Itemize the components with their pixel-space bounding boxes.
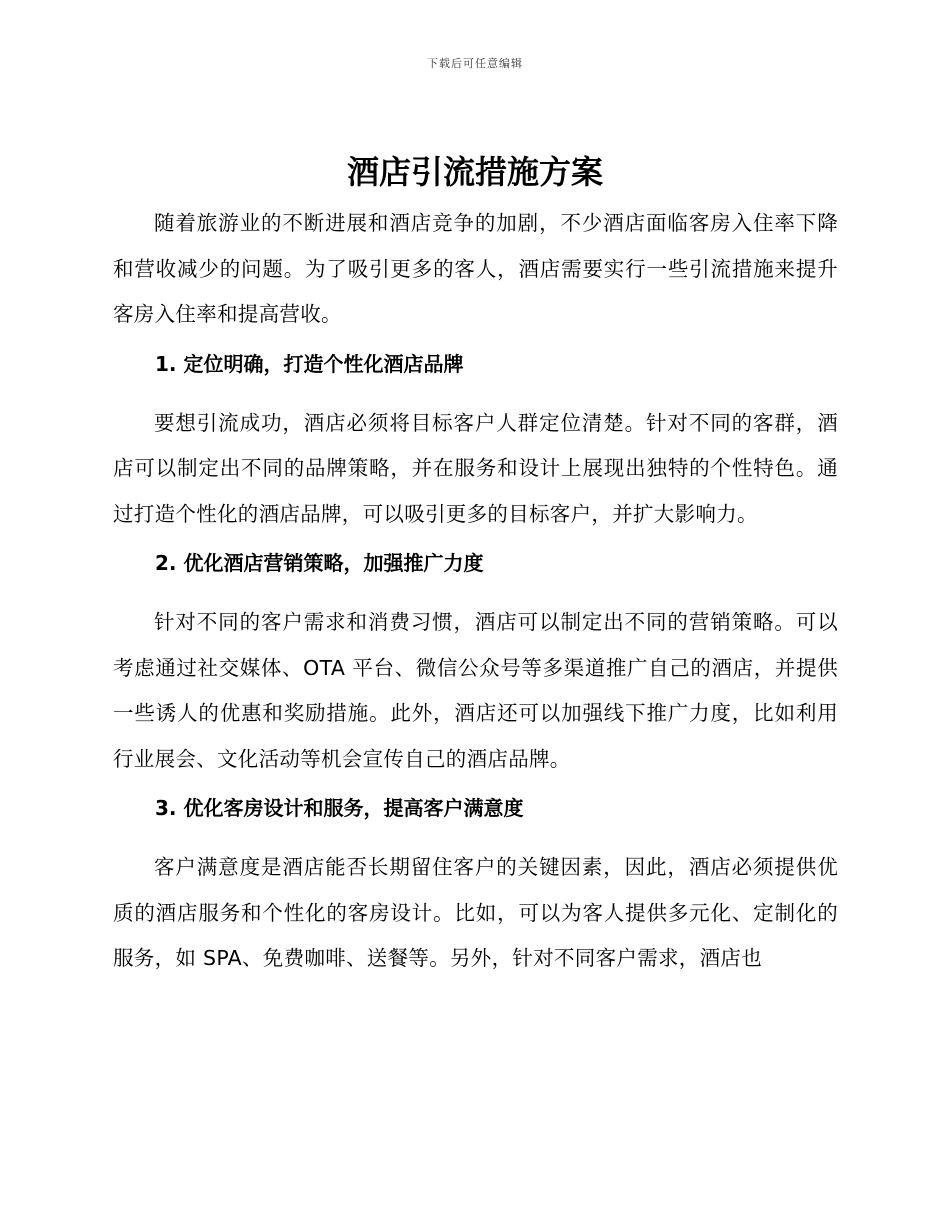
section-2-heading: 2. 优化酒店营销策略，加强推广力度 [155, 551, 484, 575]
document-title: 酒店引流措施方案 [346, 153, 603, 191]
section-1-heading: 1. 定位明确，打造个性化酒店品牌 [155, 351, 464, 376]
document-body [113, 201, 838, 982]
section-3-paragraph: 客户满意度是酒店能否长期留住客户的关键因素，因此，酒店必须提供优质的酒店服务和个性化的客房设计。比如，可以为客人提供多元化、定制化的服务，如 SPA、免费咖啡、送餐等。另外，针对不同客户需求，酒店也 [113, 855, 838, 970]
intro-paragraph: 随着旅游业的不断进展和酒店竞争的加剧，不少酒店面临客房入住率下降和营收减少的问题。为了吸引更多的客人，酒店需要实行一些引流措施来提升客房入住率和提高营收。 [113, 211, 838, 326]
section-1-paragraph: 要想引流成功，酒店必须将目标客户人群定位清楚。针对不同的客群，酒店可以制定出不同的品牌策略，并在服务和设计上展现出独特的个性特色。通过打造个性化的酒店品牌，可以吸引更多的目标客户，并扩大影响力。 [113, 410, 838, 526]
section-3-heading: 3. 优化客房设计和服务，提高客户满意度 [155, 796, 524, 820]
section-2-paragraph: 针对不同的客户需求和消费习惯，酒店可以制定出不同的营销策略。可以考虑通过社交媒体、OTA 平台、微信公众号等多渠道推广自己的酒店，并提供一些诱人的优惠和奖励措施。此外，酒店还可以加强线下推广力度，比如利用行业展会、文化活动等机会宣传自己的酒店品牌。 [113, 610, 838, 771]
header-note: 下载后可任意编辑 [427, 57, 523, 70]
